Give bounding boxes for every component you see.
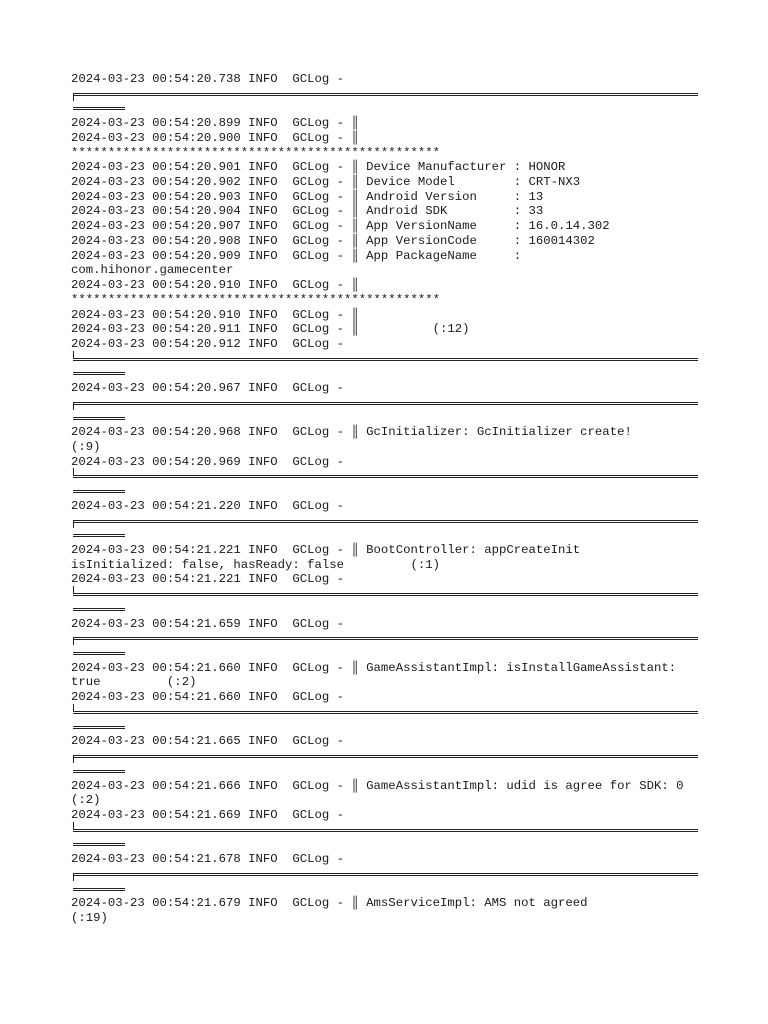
log-line: 2024-03-23 00:54:20.907 INFO GCLog - ║ App VersionName : 16.0.14.302 (71, 219, 610, 234)
log-rule-short (71, 602, 701, 617)
log-rule-short (71, 837, 701, 852)
log-box-top-border (71, 867, 701, 882)
box-corner-top-left (73, 520, 77, 528)
log-line: ************************************************** (71, 145, 440, 160)
double-rule (73, 829, 698, 832)
log-rule-short (71, 646, 701, 661)
log-line: 2024-03-23 00:54:21.660 INFO GCLog - ║ GameAssistantImpl: isInstallGameAssistant: (71, 660, 677, 675)
log-line: 2024-03-23 00:54:21.220 INFO GCLog - (71, 498, 345, 513)
double-rule (73, 873, 698, 876)
box-corner-bottom-left (73, 704, 77, 712)
double-rule (73, 637, 698, 640)
log-rule-short (71, 366, 701, 381)
log-line: ************************************************** (71, 292, 440, 307)
log-box-bottom-border (71, 469, 701, 484)
double-rule (73, 520, 698, 523)
log-box-top-border (71, 749, 701, 764)
log-rule-short (71, 764, 701, 779)
log-line: 2024-03-23 00:54:20.903 INFO GCLog - ║ Android Version : 13 (71, 189, 544, 204)
log-box-top-border (71, 396, 701, 411)
log-line: 2024-03-23 00:54:20.910 INFO GCLog - ║ (71, 278, 359, 293)
box-corner-top-left (73, 402, 77, 410)
log-box-top-border (71, 514, 701, 529)
double-rule (73, 770, 125, 773)
log-line: 2024-03-23 00:54:20.909 INFO GCLog - ║ App PackageName : (71, 248, 522, 263)
double-rule (73, 755, 698, 758)
double-rule (73, 593, 698, 596)
double-rule (73, 652, 125, 655)
log-line: true (:2) (71, 675, 197, 690)
log-line: 2024-03-23 00:54:20.910 INFO GCLog - ║ (71, 307, 359, 322)
log-line: 2024-03-23 00:54:20.968 INFO GCLog - ║ GcInitializer: GcInitializer create! (71, 425, 632, 440)
double-rule (73, 475, 698, 478)
box-corner-top-left (73, 93, 77, 101)
log-line: 2024-03-23 00:54:20.900 INFO GCLog - ║ (71, 130, 359, 145)
box-corner-bottom-left (73, 468, 77, 476)
log-rule-short (71, 882, 701, 897)
double-rule (73, 534, 125, 537)
log-line: 2024-03-23 00:54:21.221 INFO GCLog - (71, 572, 345, 587)
box-corner-top-left (73, 637, 77, 645)
log-line: 2024-03-23 00:54:20.911 INFO GCLog - ║ (:12) (71, 322, 470, 337)
log-box-bottom-border (71, 823, 701, 838)
double-rule (73, 726, 125, 729)
log-line: 2024-03-23 00:54:21.221 INFO GCLog - ║ BootController: appCreateInit (71, 543, 581, 557)
log-line: 2024-03-23 00:54:20.967 INFO GCLog - (71, 381, 345, 396)
log-output (71, 72, 701, 926)
log-line: com.hihonor.gamecenter (71, 263, 234, 278)
log-box-top-border (71, 631, 701, 646)
log-rule-short (71, 101, 701, 116)
log-line: (:2) (71, 793, 101, 808)
box-corner-bottom-left (73, 586, 77, 594)
double-rule (73, 888, 125, 891)
box-corner-top-left (73, 755, 77, 763)
log-line: 2024-03-23 00:54:20.902 INFO GCLog - ║ Device Model : CRT-NX3 (71, 175, 581, 190)
box-corner-bottom-left (73, 822, 77, 830)
log-line: 2024-03-23 00:54:20.901 INFO GCLog - ║ Device Manufacturer : HONOR (71, 160, 566, 175)
log-line: 2024-03-23 00:54:20.904 INFO GCLog - ║ Android SDK : 33 (71, 204, 544, 219)
log-box-bottom-border (71, 705, 701, 720)
log-line: 2024-03-23 00:54:21.665 INFO GCLog - (71, 734, 345, 749)
log-box-bottom-border (71, 587, 701, 602)
log-rule-short (71, 528, 701, 543)
double-rule (73, 358, 698, 361)
log-line: (:19) (71, 910, 108, 925)
double-rule (73, 843, 125, 846)
log-line: isInitialized: false, hasReady: false (:1) (71, 557, 440, 572)
log-rule-short (71, 484, 701, 499)
log-box-bottom-border (71, 352, 701, 367)
log-line: 2024-03-23 00:54:21.678 INFO GCLog - (71, 852, 345, 867)
double-rule (73, 490, 125, 493)
log-line: 2024-03-23 00:54:20.969 INFO GCLog - (71, 454, 345, 469)
log-line: 2024-03-23 00:54:20.738 INFO GCLog - (71, 72, 345, 86)
log-line: 2024-03-23 00:54:20.908 INFO GCLog - ║ App VersionCode : 160014302 (71, 233, 595, 248)
box-corner-top-left (73, 873, 77, 881)
double-rule (73, 608, 125, 611)
double-rule (73, 93, 698, 96)
log-line: 2024-03-23 00:54:21.660 INFO GCLog - (71, 690, 345, 705)
log-line: 2024-03-23 00:54:20.912 INFO GCLog - (71, 336, 345, 351)
log-box-top-border (71, 87, 701, 102)
log-line: 2024-03-23 00:54:21.659 INFO GCLog - (71, 616, 345, 631)
double-rule (73, 107, 125, 110)
log-line: (:9) (71, 439, 101, 454)
log-rule-short (71, 720, 701, 735)
double-rule (73, 417, 125, 420)
double-rule (73, 402, 698, 405)
log-rule-short (71, 411, 701, 426)
log-line: 2024-03-23 00:54:20.899 INFO GCLog - ║ (71, 116, 359, 131)
box-corner-bottom-left (73, 351, 77, 359)
log-line: 2024-03-23 00:54:21.679 INFO GCLog - ║ AmsServiceImpl: AMS not agreed (71, 896, 588, 911)
double-rule (73, 372, 125, 375)
log-line: 2024-03-23 00:54:21.666 INFO GCLog - ║ GameAssistantImpl: udid is agree for SDK: 0 (71, 778, 684, 793)
log-line: 2024-03-23 00:54:21.669 INFO GCLog - (71, 807, 345, 822)
double-rule (73, 711, 698, 714)
